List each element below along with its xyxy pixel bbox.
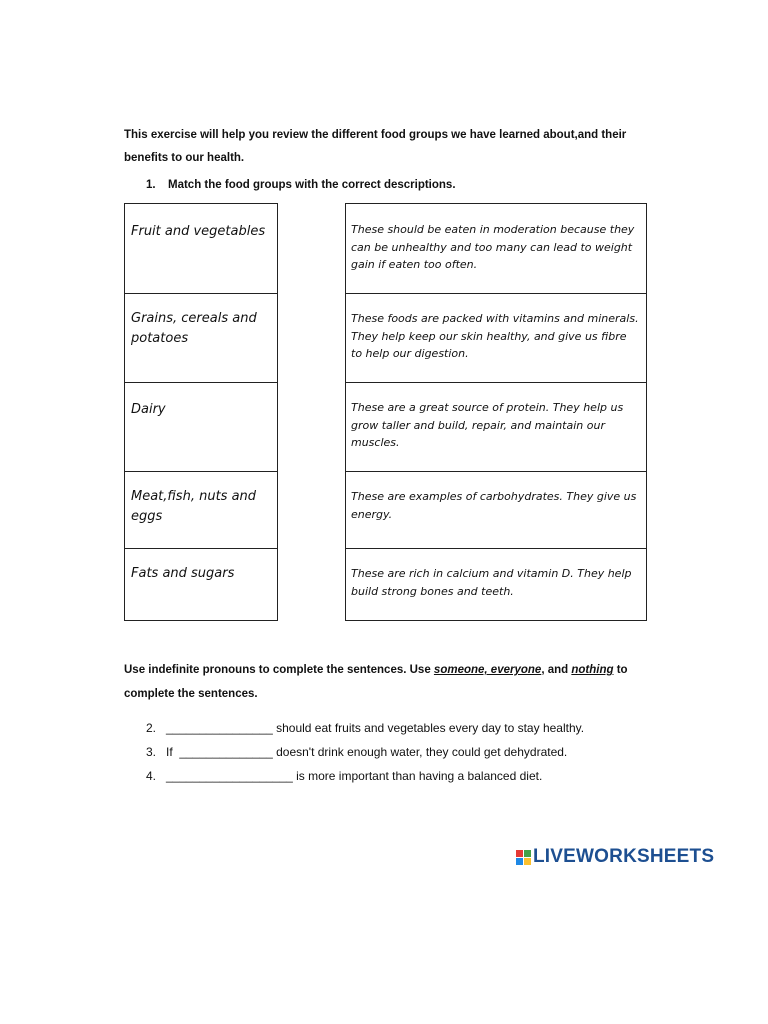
logo-icon — [516, 850, 531, 865]
liveworksheets-logo — [516, 846, 714, 868]
pronoun-instructions — [124, 658, 664, 706]
sentence-text[interactable]: ___________________ is more important than having a balanced diet. — [166, 769, 543, 783]
pronoun-instructions-prefix: Use indefinite pronouns to complete the sentences. Use — [124, 664, 434, 676]
logo-square-yellow — [524, 858, 531, 865]
pronoun-instructions-mid: , and — [541, 664, 572, 676]
sentence-number: 2. — [146, 721, 157, 735]
food-group-column — [124, 203, 278, 621]
sentence-item — [146, 716, 584, 740]
food-group-cell[interactable]: Dairy — [125, 382, 277, 472]
sentence-number: 4. — [146, 769, 157, 783]
description-cell[interactable]: These foods are packed with vitamins and minerals. They help keep our skin healthy, and give us fibre to help our digestion. — [346, 293, 646, 383]
food-group-cell[interactable]: Fruit and vegetables — [125, 204, 277, 294]
sentence-item — [146, 764, 584, 788]
food-group-cell[interactable]: Grains, cereals and potatoes — [125, 293, 277, 383]
logo-square-green — [524, 850, 531, 857]
pronoun-keyword-nothing: nothing — [571, 664, 614, 676]
logo-square-blue — [516, 858, 523, 865]
question-text: Match the food groups with the correct descriptions. — [168, 179, 456, 191]
description-cell[interactable]: These are rich in calcium and vitamin D. They help build strong bones and teeth. — [351, 567, 632, 598]
question-1-heading — [146, 179, 456, 191]
description-cell[interactable]: These should be eaten in moderation because they can be unhealthy and too many can lead to weight gain if eaten too often. — [346, 204, 646, 294]
logo-text: LIVEWORKSHEETS — [533, 846, 715, 867]
sentence-item — [146, 740, 584, 764]
description-cell[interactable]: These are examples of carbohydrates. They give us energy. — [346, 471, 646, 549]
description-cell[interactable]: These are a great source of protein. They help us grow taller and build, repair, and maintain our muscles. — [346, 382, 646, 472]
description-column — [345, 203, 647, 621]
pronoun-instructions-suffix: to complete the sentences. — [124, 664, 628, 700]
logo-square-red — [516, 850, 523, 857]
sentence-number: 3. — [146, 745, 157, 759]
question-number: 1. — [146, 179, 156, 191]
food-group-cell[interactable]: Fats and sugars — [131, 566, 235, 581]
food-group-cell[interactable]: Meat,fish, nuts and eggs — [125, 471, 277, 549]
sentence-text[interactable]: ________________ should eat fruits and vegetables every day to stay healthy. — [166, 721, 585, 735]
pronoun-keywords: someone, everyone — [433, 664, 542, 676]
sentence-list — [146, 716, 584, 788]
sentence-text[interactable]: If ______________ doesn't drink enough water, they could get dehydrated. — [166, 745, 568, 759]
intro-text: This exercise will help you review the different food groups we have learned about,and their benefits to our health. — [124, 129, 627, 164]
